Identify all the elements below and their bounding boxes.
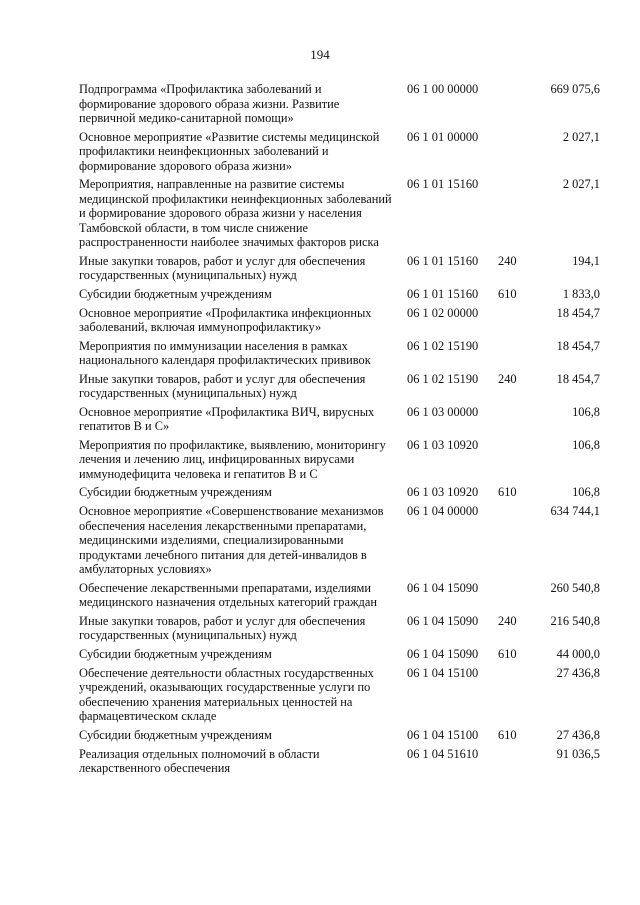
row-description: Субсидии бюджетным учреждениям <box>79 485 272 499</box>
row-expense-type: 240 <box>498 253 517 268</box>
row-amount: 106,8 <box>572 404 600 419</box>
row-amount: 634 744,1 <box>550 504 600 518</box>
table-row <box>0 504 640 577</box>
row-amount: 2 027,1 <box>562 177 600 191</box>
row-description: Основное мероприятие «Развитие системы медицинской профилактики неинфекционных заболеваний и формирование здорового образа жизни» <box>79 129 380 173</box>
row-amount: 216 540,8 <box>550 613 600 628</box>
table-row <box>0 647 640 662</box>
table-row <box>0 372 640 401</box>
row-description: Субсидии бюджетным учреждениям <box>79 646 272 661</box>
row-description: Субсидии бюджетным учреждениям <box>79 727 272 742</box>
row-target-code: 06 1 01 15160 <box>407 253 479 268</box>
table-row <box>0 130 640 174</box>
row-expense-type: 610 <box>498 646 517 661</box>
row-expense-type: 610 <box>498 286 517 301</box>
row-target-code: 06 1 04 15090 <box>407 646 479 661</box>
row-target-code: 06 1 02 15190 <box>407 371 479 386</box>
row-target-code: 06 1 00 00000 <box>407 82 479 96</box>
row-description: Основное мероприятие «Профилактика инфекционных заболеваний, включая иммунопрофилактику» <box>79 305 372 334</box>
row-target-code: 06 1 02 15190 <box>407 338 479 353</box>
table-row <box>0 485 640 500</box>
row-description: Иные закупки товаров, работ и услуг для обеспечения государственных (муниципальных) нужд <box>79 613 366 642</box>
row-target-code: 06 1 01 15160 <box>407 177 479 191</box>
row-amount: 18 454,7 <box>556 305 600 320</box>
row-description: Мероприятия по иммунизации населения в рамках национального календаря профилактических прививок <box>79 338 371 367</box>
row-target-code: 06 1 04 51610 <box>407 746 479 761</box>
row-description: Субсидии бюджетным учреждениям <box>79 286 272 301</box>
row-amount: 2 027,1 <box>562 129 600 144</box>
budget-table <box>0 82 640 780</box>
row-amount: 27 436,8 <box>556 665 600 680</box>
row-target-code: 06 1 04 00000 <box>407 504 479 518</box>
table-row <box>0 747 640 776</box>
table-row <box>0 254 640 283</box>
table-row <box>0 666 640 724</box>
table-row <box>0 438 640 482</box>
table-row <box>0 581 640 610</box>
row-expense-type: 240 <box>498 371 517 386</box>
row-amount: 18 454,7 <box>556 338 600 353</box>
row-target-code: 06 1 03 00000 <box>407 404 479 419</box>
row-description: Основное мероприятие «Совершенствование механизмов обеспечения населения лекарственными препаратами, медицинскими изделиями, специализированными продуктами лечебного питания для детей-инвалидов в амбулаторных условиях» <box>79 504 384 576</box>
table-row <box>0 405 640 434</box>
row-description: Основное мероприятие «Профилактика ВИЧ, вирусных гепатитов В и С» <box>79 404 375 433</box>
row-target-code: 06 1 01 00000 <box>407 129 479 144</box>
row-amount: 194,1 <box>572 253 600 268</box>
row-description: Подпрограмма «Профилактика заболеваний и формирование здорового образа жизни. Развитие первичной медико-санитарной помощи» <box>79 82 340 125</box>
table-row <box>0 339 640 368</box>
row-expense-type: 610 <box>498 485 517 499</box>
row-amount: 260 540,8 <box>550 580 600 595</box>
row-description: Иные закупки товаров, работ и услуг для обеспечения государственных (муниципальных) нужд <box>79 371 366 400</box>
row-target-code: 06 1 04 15100 <box>407 727 479 742</box>
row-amount: 27 436,8 <box>556 727 600 742</box>
row-target-code: 06 1 03 10920 <box>407 485 479 499</box>
row-expense-type: 240 <box>498 613 517 628</box>
row-amount: 91 036,5 <box>556 746 600 761</box>
row-target-code: 06 1 02 00000 <box>407 305 479 320</box>
table-row <box>0 306 640 335</box>
row-amount: 1 833,0 <box>562 286 600 301</box>
row-description: Обеспечение лекарственными препаратами, изделиями медицинского назначения отдельных категорий граждан <box>79 580 377 609</box>
row-expense-type: 610 <box>498 727 517 742</box>
row-amount: 44 000,0 <box>556 646 600 661</box>
row-description: Мероприятия, направленные на развитие системы медицинской профилактики неинфекционных заболеваний и формирование здорового образа жизни у населения Тамбовской области, в том числе снижение распространенности наиболее значимых факторов риска <box>79 177 392 249</box>
row-description: Иные закупки товаров, работ и услуг для обеспечения государственных (муниципальных) нужд <box>79 253 366 282</box>
table-row <box>0 614 640 643</box>
row-target-code: 06 1 03 10920 <box>407 437 479 452</box>
row-target-code: 06 1 01 15160 <box>407 286 479 301</box>
table-row <box>0 287 640 302</box>
row-target-code: 06 1 04 15090 <box>407 580 479 595</box>
row-amount: 669 075,6 <box>550 82 600 96</box>
row-amount: 106,8 <box>572 485 600 499</box>
row-description: Обеспечение деятельности областных государственных учреждений, оказывающих государственные услуги по обеспечению хранения материальных ценностей на фармацевтическом складе <box>79 665 374 723</box>
row-description: Реализация отдельных полномочий в области лекарственного обеспечения <box>79 746 320 775</box>
row-amount: 106,8 <box>572 437 600 452</box>
row-target-code: 06 1 04 15100 <box>407 665 479 680</box>
row-amount: 18 454,7 <box>556 371 600 386</box>
table-row <box>0 728 640 743</box>
row-target-code: 06 1 04 15090 <box>407 613 479 628</box>
page-number: 194 <box>310 47 330 62</box>
table-row <box>0 177 640 250</box>
row-description: Мероприятия по профилактике, выявлению, мониторингу лечения и лечению лиц, инфицированных вирусами иммунодефицита человека и гепатитов В и С <box>79 437 386 481</box>
table-row <box>0 82 640 126</box>
